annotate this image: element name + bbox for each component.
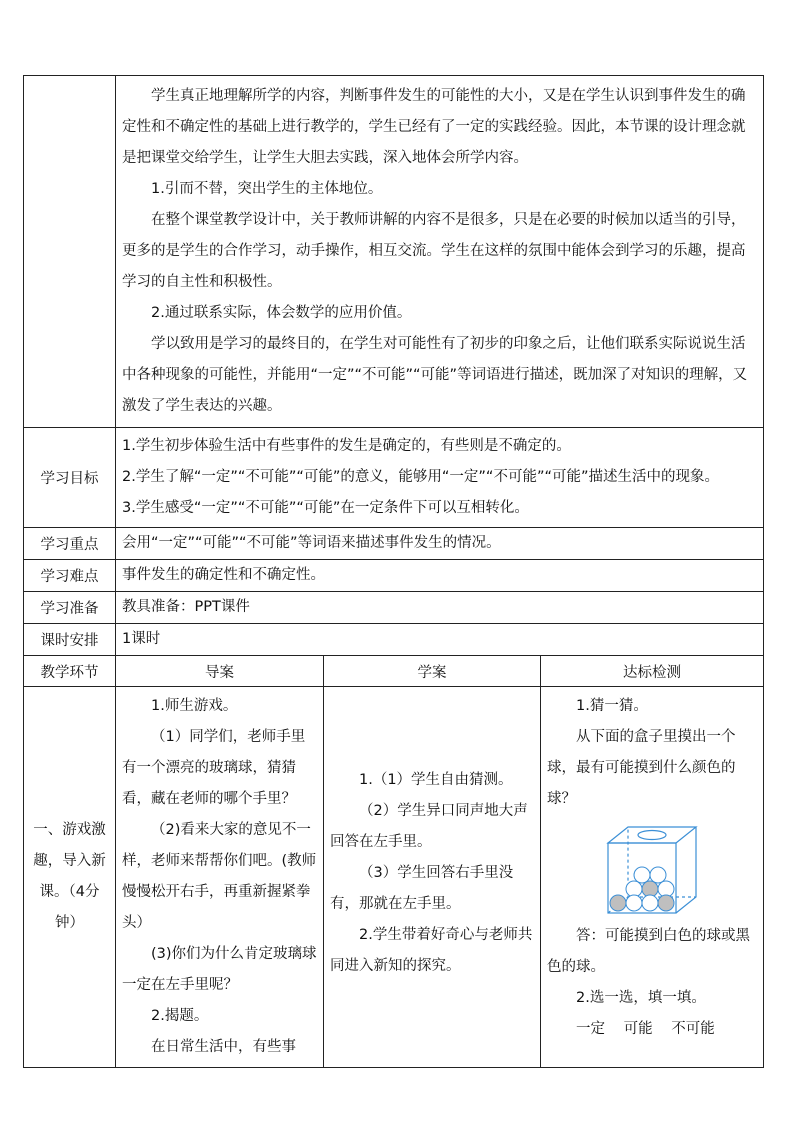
header-guide: 导案 xyxy=(116,656,324,687)
guide-line: （2)看来大家的意见不一样，老师来帮帮你们吧。(教师慢慢松开右手，再重新握紧拳头） xyxy=(122,822,317,931)
guide-line: 在日常生活中，有些事 xyxy=(151,1039,296,1055)
guide-line: 2.揭题。 xyxy=(151,1008,209,1024)
goals-label: 学习目标 xyxy=(24,428,116,528)
stage1-row xyxy=(24,687,764,1068)
difficulties-row xyxy=(24,560,764,592)
header-check: 达标检测 xyxy=(541,656,764,687)
goals-row xyxy=(24,428,764,528)
stage1-study-cell xyxy=(324,687,541,1068)
study-line: 1.（1）学生自由猜测。 xyxy=(359,772,513,788)
goals-cell xyxy=(116,428,764,528)
check-options: 一定 可能 不可能 xyxy=(576,1021,715,1037)
design-intro-paragraph: 在整个课堂教学设计中，关于教师讲解的内容不是很多，只是在必要的时候加以适当的引导，更多的是学生的合作学习，动手操作，相互交流。学生在这样的氛围中能体会到学习的乐趣，提高学习的自主性和积极性。 xyxy=(122,212,746,290)
design-intro-paragraph: 学生真正地理解所学的内容，判断事件发生的可能性的大小，又是在学生认识到事件发生的确定性和不确定性的基础上进行教学的，学生已经有了一定的实践经验。因此，本节课的设计理念就是把课堂交给学生，让学生大胆去实践，深入地体会所学内容。 xyxy=(122,88,746,166)
preparation-label: 学习准备 xyxy=(24,592,116,624)
table-header-row xyxy=(24,656,764,687)
schedule-label: 课时安排 xyxy=(24,624,116,656)
design-intro-heading: 2.通过联系实际，体会数学的应用价值。 xyxy=(151,305,412,321)
study-line: （2）学生异口同声地大声回答在左手里。 xyxy=(330,803,528,850)
header-study: 学案 xyxy=(324,656,541,687)
check-line: 1.猜一猜。 xyxy=(576,698,648,714)
check-line: 2.选一选，填一填。 xyxy=(576,990,706,1006)
stage1-guide-cell xyxy=(116,687,324,1068)
key-points-text: 会用“一定”“可能”“不可能”等词语来描述事件发生的情况。 xyxy=(116,528,764,560)
design-intro-heading: 1.引而不替，突出学生的主体地位。 xyxy=(151,181,383,197)
stage1-name: 一、游戏激趣，导入新课。（4分钟） xyxy=(24,687,116,1068)
key-points-row xyxy=(24,528,764,560)
difficulties-text: 事件发生的确定性和不确定性。 xyxy=(116,560,764,592)
study-line: （3）学生回答右手里没有，那就在左手里。 xyxy=(330,865,514,912)
difficulties-label: 学习难点 xyxy=(24,560,116,592)
design-intro-row xyxy=(24,76,764,428)
goal-item: 2.学生了解“一定”“不可能”“可能”的意义，能够用“一定”“不可能”“可能”描述生活中的现象。 xyxy=(122,469,719,485)
preparation-row xyxy=(24,592,764,624)
schedule-row xyxy=(24,624,764,656)
preparation-text: 教具准备：PPT课件 xyxy=(116,592,764,624)
header-stage: 教学环节 xyxy=(24,656,116,687)
goal-item: 1.学生初步体验生活中有些事件的发生是确定的，有些则是不确定的。 xyxy=(122,438,571,454)
check-line: 从下面的盒子里摸出一个球，最有可能摸到什么颜色的球？ xyxy=(547,729,736,807)
guide-line: 1.师生游戏。 xyxy=(151,698,238,714)
ball-box-image xyxy=(604,821,700,917)
design-intro-cell xyxy=(116,76,764,428)
key-points-label: 学习重点 xyxy=(24,528,116,560)
study-line: 2.学生带着好奇心与老师共同进入新知的探究。 xyxy=(330,927,533,974)
guide-line: (3)你们为什么肯定玻璃球一定在左手里呢？ xyxy=(122,946,317,993)
design-intro-label-cell xyxy=(24,76,116,428)
schedule-text: 1课时 xyxy=(116,624,764,656)
lesson-plan-table xyxy=(23,75,764,1068)
lesson-plan-page xyxy=(23,75,763,1068)
design-intro-paragraph: 学以致用是学习的最终目的，在学生对可能性有了初步的印象之后，让他们联系实际说说生活中各种现象的可能性，并能用“一定”“不可能”“可能”等词语进行描述，既加深了对知识的理解，又激发了学生表达的兴趣。 xyxy=(122,336,748,414)
guide-line: （1）同学们，老师手里有一个漂亮的玻璃球，猜猜看，藏在老师的哪个手里？ xyxy=(122,729,306,807)
stage1-check-cell xyxy=(541,687,764,1068)
goal-item: 3.学生感受“一定”“不可能”“可能”在一定条件下可以互相转化。 xyxy=(122,500,529,516)
check-answer: 答：可能摸到白色的球或黑色的球。 xyxy=(547,928,750,975)
